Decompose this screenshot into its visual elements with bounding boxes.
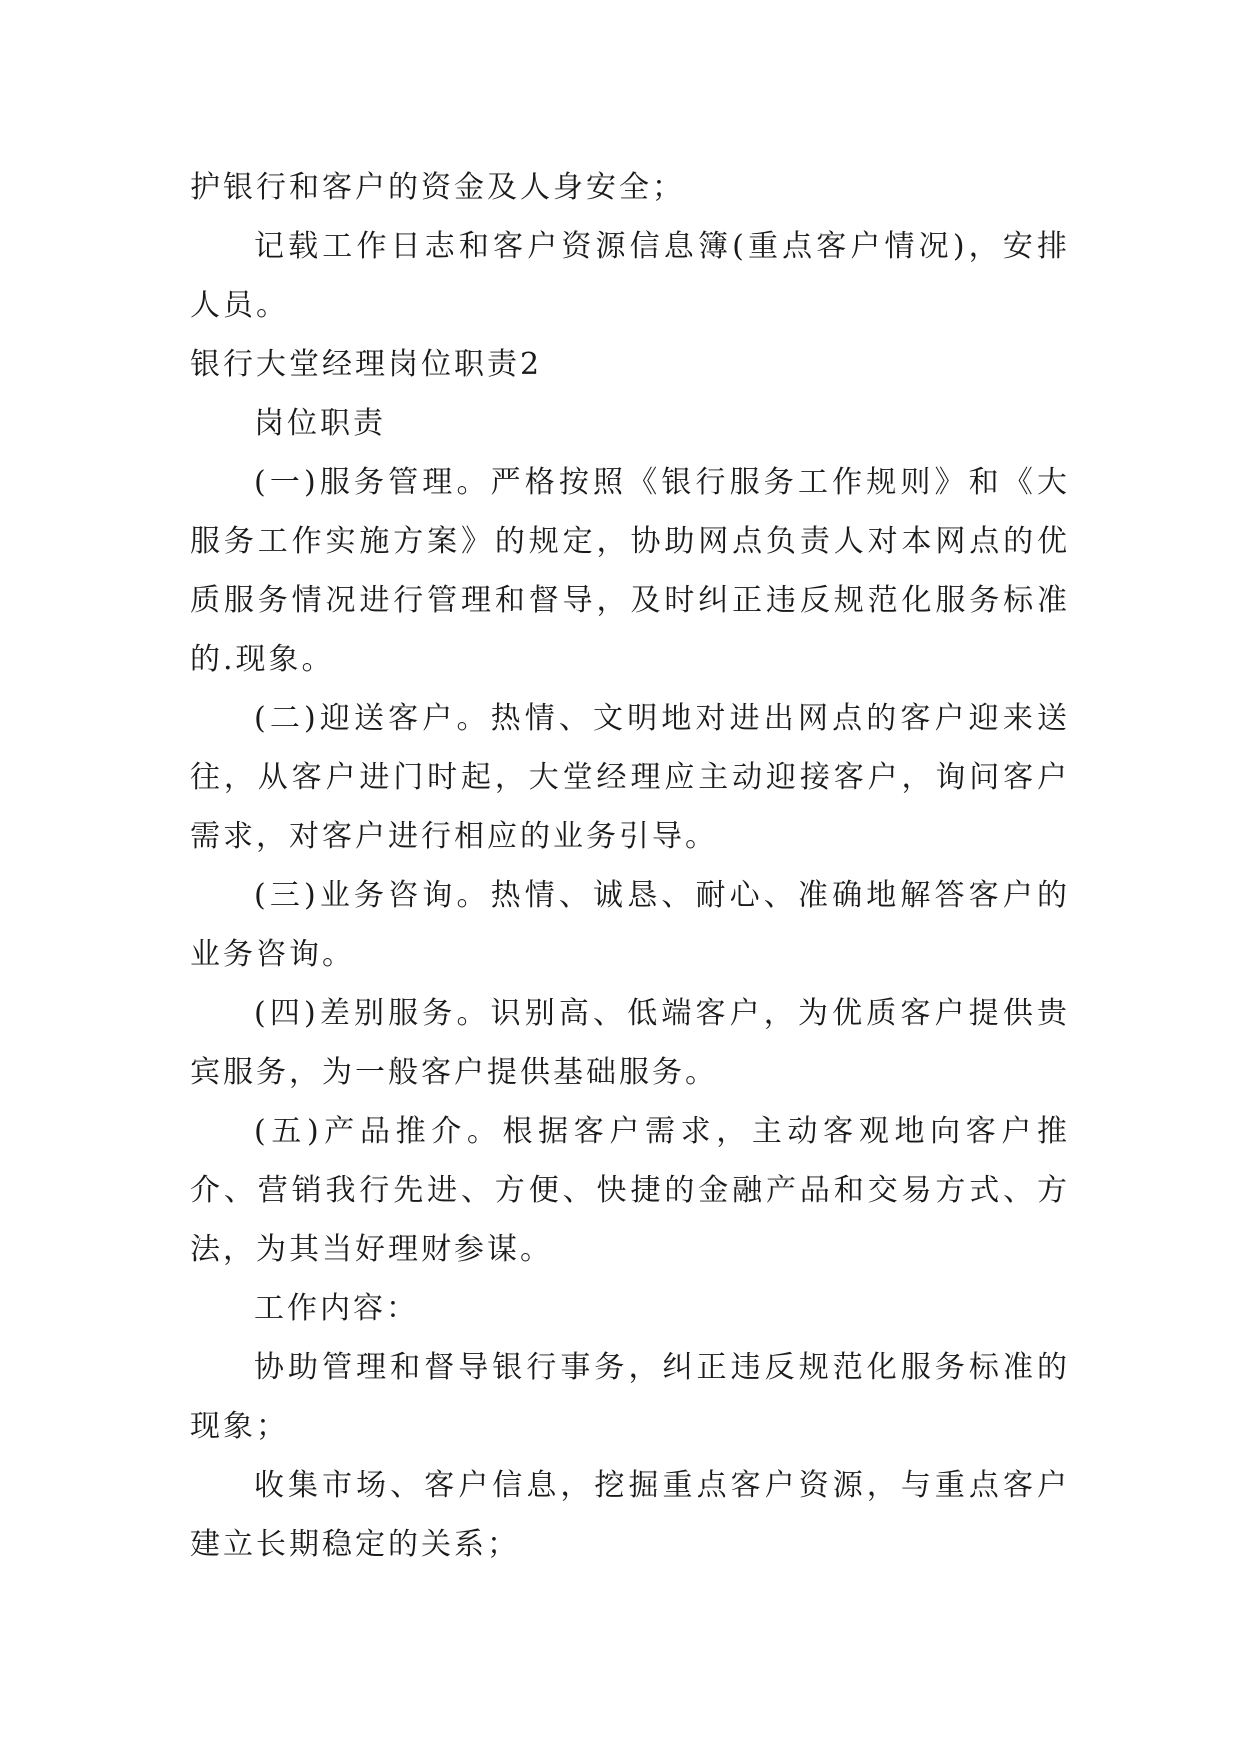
paragraph-1: 护银行和客户的资金及人身安全； [190,170,685,205]
subheading-duties: 岗位职责 [254,406,386,441]
paragraph-differentiated-service: (四)差别服务。识别高、低端客户，为优质客户提供贵宾服务，为一般客户提供基础服务。 [190,996,1070,1090]
paragraph-collect-information: 收集市场、客户信息，挖掘重点客户资源，与重点客户建立长期稳定的关系； [190,1468,1070,1562]
paragraph-product-promotion: (五)产品推介。根据客户需求，主动客观地向客户推介、营销我行先进、方便、快捷的金融产品和交易方式、方法，为其当好理财参谋。 [190,1114,1070,1267]
subheading-work-content: 工作内容： [254,1291,419,1326]
paragraph-assist-management: 协助管理和督导银行事务，纠正违反规范化服务标准的现象； [190,1350,1070,1444]
document-body [190,158,1070,1574]
section-heading: 银行大堂经理岗位职责2 [190,347,543,382]
paragraph-service-management: (一)服务管理。严格按照《银行服务工作规则》和《大服务工作实施方案》的规定，协助网点负责人对本网点的优质服务情况进行管理和督导，及时纠正违反规范化服务标准的.现象。 [190,465,1070,677]
paragraph-business-consulting: (三)业务咨询。热情、诚恳、耐心、准确地解答客户的业务咨询。 [190,878,1070,972]
paragraph-2: 记载工作日志和客户资源信息簿(重点客户情况)，安排人员。 [190,229,1070,323]
paragraph-greeting-customers: (二)迎送客户。热情、文明地对进出网点的客户迎来送往，从客户进门时起，大堂经理应主动迎接客户，询问客户需求，对客户进行相应的业务引导。 [190,701,1070,854]
